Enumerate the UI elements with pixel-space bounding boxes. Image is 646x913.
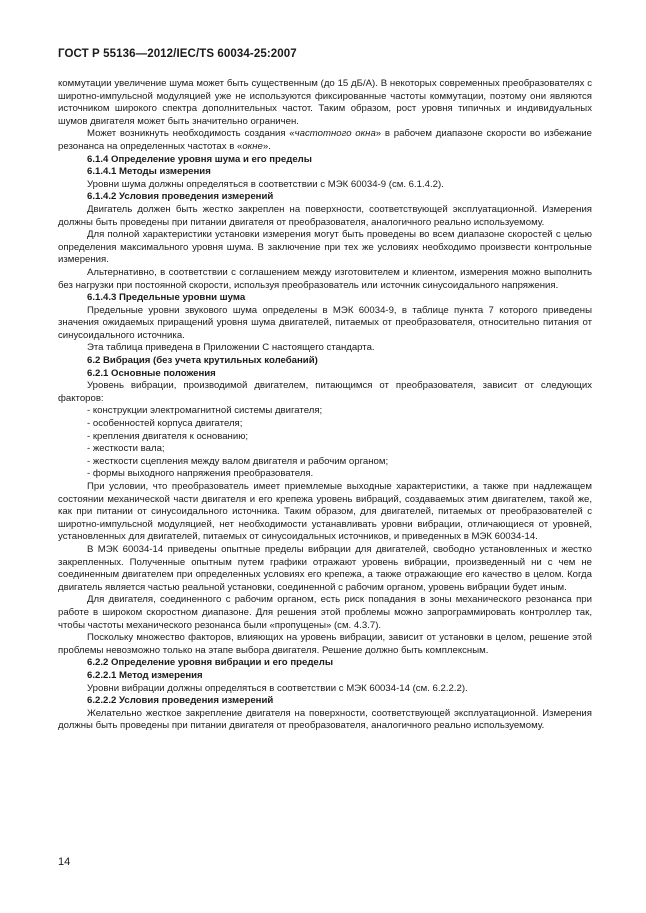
section-heading: 6.2.2.1 Метод измерения: [87, 669, 203, 681]
paragraph: Желательно жесткое закрепление двигателя на поверхности, соответствующей эксплуатационной. Измерения должны быть проведены при питании двигателя от преобразователя, аналогичного реально используемому.: [58, 707, 592, 732]
paragraph-continuation: коммутации увеличение шума может быть существенным (до 15 дБ/А). В некоторых современных преобразователях с широтно-импульсной модуляцией уже не используются фиксированные частоты коммутации, поэтому они являются источником широкого спектра дополнительных частот. Таким образом, рост уровня типичных и индивидуальных шумов двигателя может быть значительно ограничен.: [58, 78, 592, 127]
document-body: [58, 78, 592, 733]
paragraph: При условии, что преобразователь имеет приемлемые выходные характеристики, а также при надлежащем состоянии механической части двигателя и его крепежа уровень вибраций, создаваемых этим двигателем, такой же, как при питании от синусоидального источника. Таким образом, для двигателей, питаемых от преобразователей с широтно-импульсной модуляцией, нет необходимости устанавливать уровни вибрации, отличающиеся от уровней, установленных для двигателей, питаемых от синусоидальных источников, и приведенных в МЭК 60034-14.: [58, 481, 592, 543]
paragraph: В МЭК 60034-14 приведены опытные пределы вибрации для двигателей, свободно установленных и жестко закрепленных. Полученные опытным путем графики отражают уровень вибрации, произведенный ни с чем не соединенным двигателем при определенных условиях его крепежа, а также отражающие его качество в целом. Когда двигатель является частью реальной установки, соединенной с рабочим органом, уровень вибрации будет иным.: [58, 543, 592, 593]
list-item: - жесткости сцепления между валом двигателя и рабочим органом;: [87, 455, 389, 467]
section-heading: 6.2 Вибрация (без учета крутильных колебаний): [87, 355, 318, 367]
section-heading: 6.2.2.2 Условия проведения измерений: [87, 695, 274, 707]
section-heading: 6.1.4.1 Методы измерения: [87, 166, 211, 178]
section-heading: 6.1.4.3 Предельные уровни шума: [87, 292, 246, 304]
paragraph: Уровни шума должны определяться в соответствии с МЭК 60034-9 (см. 6.1.4.2).: [87, 178, 444, 190]
list-item: - особенностей корпуса двигателя;: [87, 418, 243, 430]
list-item: - конструкции электромагнитной системы двигателя;: [87, 405, 323, 417]
list-item: - формы выходного напряжения преобразователя.: [87, 468, 314, 480]
text-run: Может возникнуть необходимость создания «: [87, 128, 295, 140]
paragraph: Двигатель должен быть жестко закреплен на поверхности, соответствующей эксплуатационной. Измерения должны быть проведены при питании двигателя от преобразователя, аналогичного реально используемому.: [58, 203, 592, 228]
paragraph: [58, 128, 592, 153]
paragraph: Поскольку множество факторов, влияющих на уровень вибрации, зависит от установки в целом, решение этой проблемы невозможно только на этапе выбора двигателя. Решение должно быть комплексным.: [58, 632, 592, 656]
section-heading: 6.2.1 Основные положения: [87, 367, 216, 379]
paragraph: Уровень вибрации, производимой двигателем, питающимся от преобразователя, зависит от следующих факторов:: [58, 380, 592, 404]
page-header: ГОСТ Р 55136—2012/IEC/TS 60034-25:2007: [58, 48, 297, 60]
italic-term: окне: [242, 140, 263, 152]
text-run: ».: [262, 140, 271, 152]
paragraph: Уровни вибрации должны определяться в соответствии с МЭК 60034-14 (см. 6.2.2.2).: [87, 682, 468, 694]
paragraph: Для полной характеристики установки измерения могут быть проведены во всем диапазоне скоростей с целью определения максимального уровня шума. В заключение при тех же условиях необходимо произвести контрольные измерения.: [58, 229, 592, 266]
page-number: 14: [58, 856, 71, 868]
section-heading: 6.2.2 Определение уровня вибрации и его пределы: [87, 657, 334, 669]
paragraph: Эта таблица приведена в Приложении С настоящего стандарта.: [87, 342, 375, 354]
paragraph: Альтернативно, в соответствии с соглашением между изготовителем и клиентом, измерения можно выполнить без нагрузки при постоянной скорости, используя преобразователь или источник синусоидального напряжения.: [58, 266, 592, 291]
italic-term: частотного окна: [294, 128, 376, 140]
section-heading: 6.1.4 Определение уровня шума и его пределы: [87, 153, 312, 165]
text-run: » в рабочем диапазоне скорости во избежание резонанса на определенных частотах в «: [58, 128, 592, 152]
paragraph: Предельные уровни звукового шума определены в МЭК 60034-9, в таблице пункта 7 которого приведены значения ожидаемых приращений уровня шума двигателей, питаемых от преобразователя, относительно питания от синусоидального источника.: [58, 304, 592, 341]
section-heading: 6.1.4.2 Условия проведения измерений: [87, 191, 274, 203]
list-item: - крепления двигателя к основанию;: [87, 430, 249, 442]
paragraph: Для двигателя, соединенного с рабочим органом, есть риск попадания в зоны механического резонанса при работе в широком скоростном диапазоне. Для решения этой проблемы можно запрограммировать контроллер так, чтобы частоты механического резонанса были «пропущены» (см. 4.3.7).: [58, 594, 592, 631]
list-item: - жесткости вала;: [87, 443, 165, 455]
